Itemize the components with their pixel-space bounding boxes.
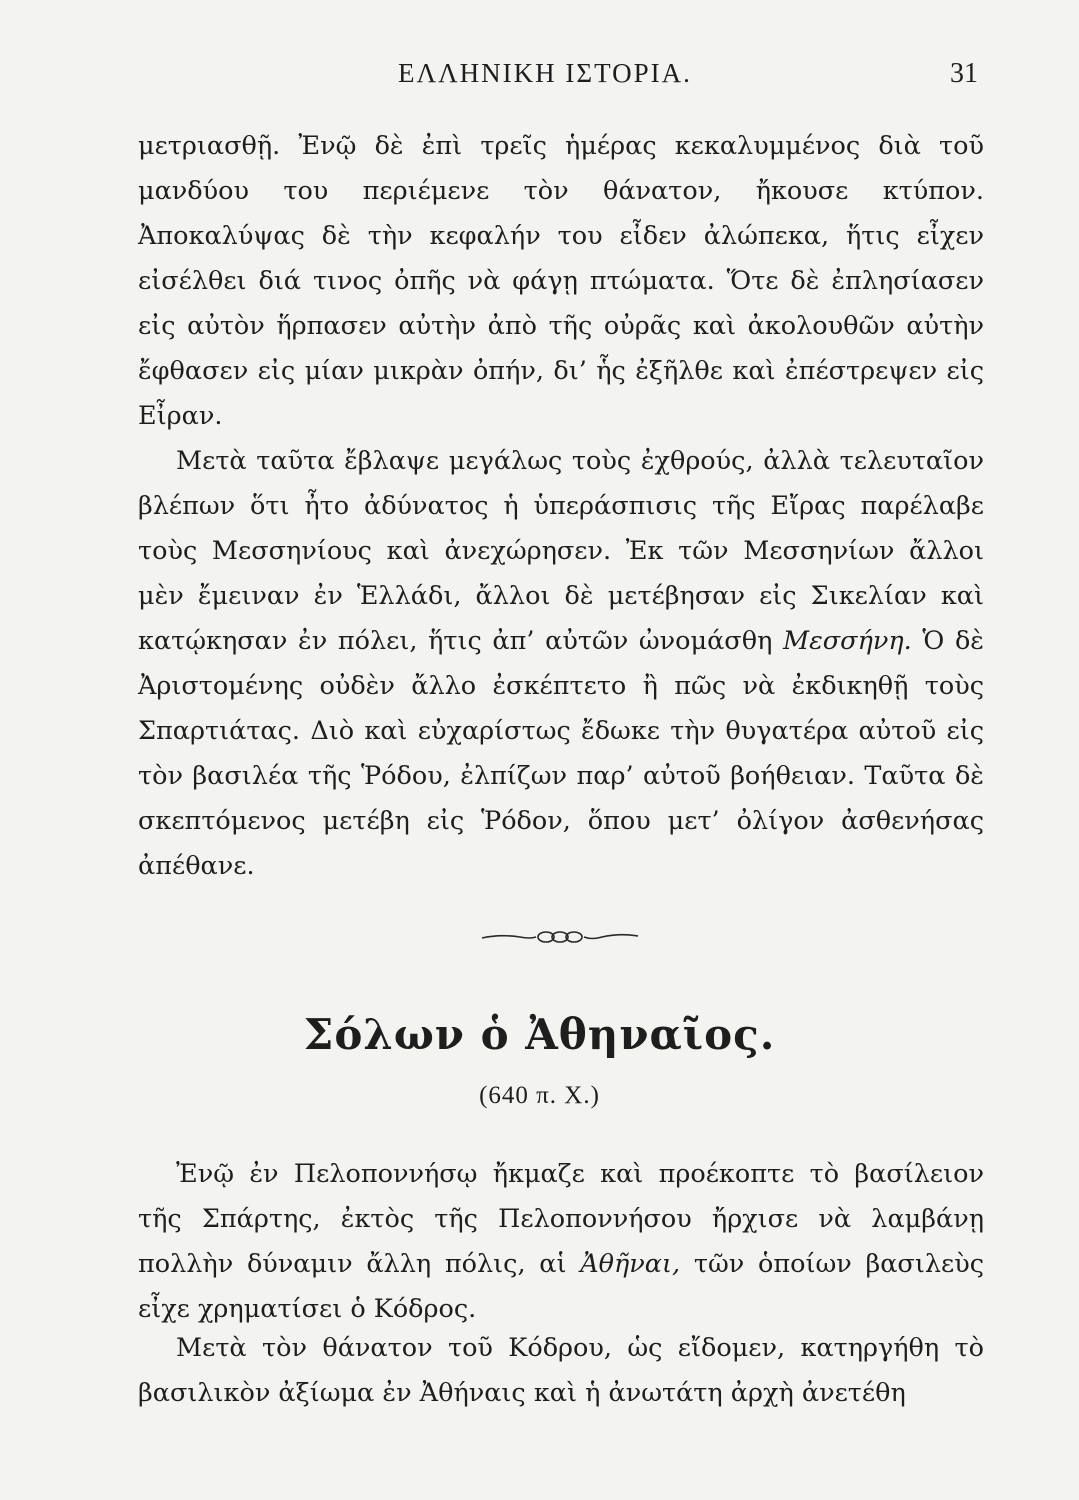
section-title: Σόλων ὁ Ἀθηναῖος. [303,1010,776,1059]
paragraph-2-text-b: Ὁ δὲ Ἀριστομένης οὐδὲν ἄλλο ἐσκέπτετο ἢ πῶς νὰ ἐκδικηθῇ τοὺς Σπαρτιάτας. Διὸ καὶ εὐχαρίστως ἔδωκε τὴν θυγατέρα αὐτοῦ εἰς τὸν βασιλέα τῆς Ῥόδου, ἐλπίζων παρ’ αὐτοῦ βοήθειαν. Ταῦτα δὲ σκεπτόμενος μετέβη εἰς Ῥόδον, ὅπου μετ’ ὀλίγον ἀσθενήσας ἀπέθανε. [138,626,984,881]
paragraph-3 [138,1152,984,1332]
paragraph-3-italic: Ἀθῆναι, [580,1249,681,1279]
section-date: (640 π. Χ.) [479,1082,600,1109]
paragraph-2-text-a: Μετὰ ταῦτα ἔβλαψε μεγάλως τοὺς ἐχθρούς, ἀλλὰ τελευταῖον βλέπων ὅτι ἦτο ἀδύνατος ἡ ὑπεράσπισις τῆς Εἴρας παρέλαβε τοὺς Μεσσηνίους καὶ ἀνεχώρησεν. Ἐκ τῶν Μεσσηνίων ἄλλοι μὲν ἔμειναν ἐν Ἑλλάδι, ἄλλοι δὲ μετέβησαν εἰς Σικελίαν καὶ κατῴκησαν ἐν πόλει, ἥτις ἀπ’ αὐτῶν ὠνομάσθη [138,446,984,656]
running-title: ΕΛΛΗΝΙΚΗ ΙΣΤΟΡΙΑ. [398,58,692,88]
paragraph-2-italic: Μεσσήνη. [782,626,912,656]
ornament-divider [480,916,640,956]
paragraph-2 [138,439,984,889]
paragraph-3-text-b: τῶν ὁποίων βασιλεὺς εἶχε χρηματίσει ὁ Κόδρος. [138,1249,984,1324]
paragraph-3-text-a: Ἐνῷ ἐν Πελοποννήσῳ ἤκμαζε καὶ προέκοπτε τὸ βασίλειον τῆς Σπάρτης, ἐκτὸς τῆς Πελοποννήσου ἤρχισε νὰ λαμβάνῃ πολλὴν δύναμιν ἄλλη πόλις, αἱ [138,1159,984,1279]
paragraph-1: μετριασθῇ. Ἐνῷ δὲ ἐπὶ τρεῖς ἡμέρας κεκαλυμμένος διὰ τοῦ μανδύου του περιέμενε τὸν θάνατον, ἤκουσε κτύπον. Ἀποκαλύψας δὲ τὴν κεφαλήν του εἶδεν ἀλώπεκα, ἥτις εἶχεν εἰσέλθει διά τινος ὀπῆς νὰ φάγῃ πτώματα. Ὅτε δὲ ἐπλησίασεν εἰς αὐτὸν ἥρπασεν αὐτὴν ἀπὸ τῆς οὐρᾶς καὶ ἀκολουθῶν αὐτὴν ἔφθασεν εἰς μίαν μικρὰν ὀπήν, δι’ ἧς ἐξῆλθε καὶ ἐπέστρεψεν εἰς Εἶραν. [138,131,984,431]
paragraph-4: Μετὰ τὸν θάνατον τοῦ Κόδρου, ὡς εἴδομεν, κατηργήθη τὸ βασιλικὸν ἀξίωμα ἐν Ἀθήναις καὶ ἡ ἀνωτάτη ἀρχὴ ἀνετέθη [138,1333,984,1408]
page-number: 31 [950,58,978,89]
running-head [138,58,978,98]
